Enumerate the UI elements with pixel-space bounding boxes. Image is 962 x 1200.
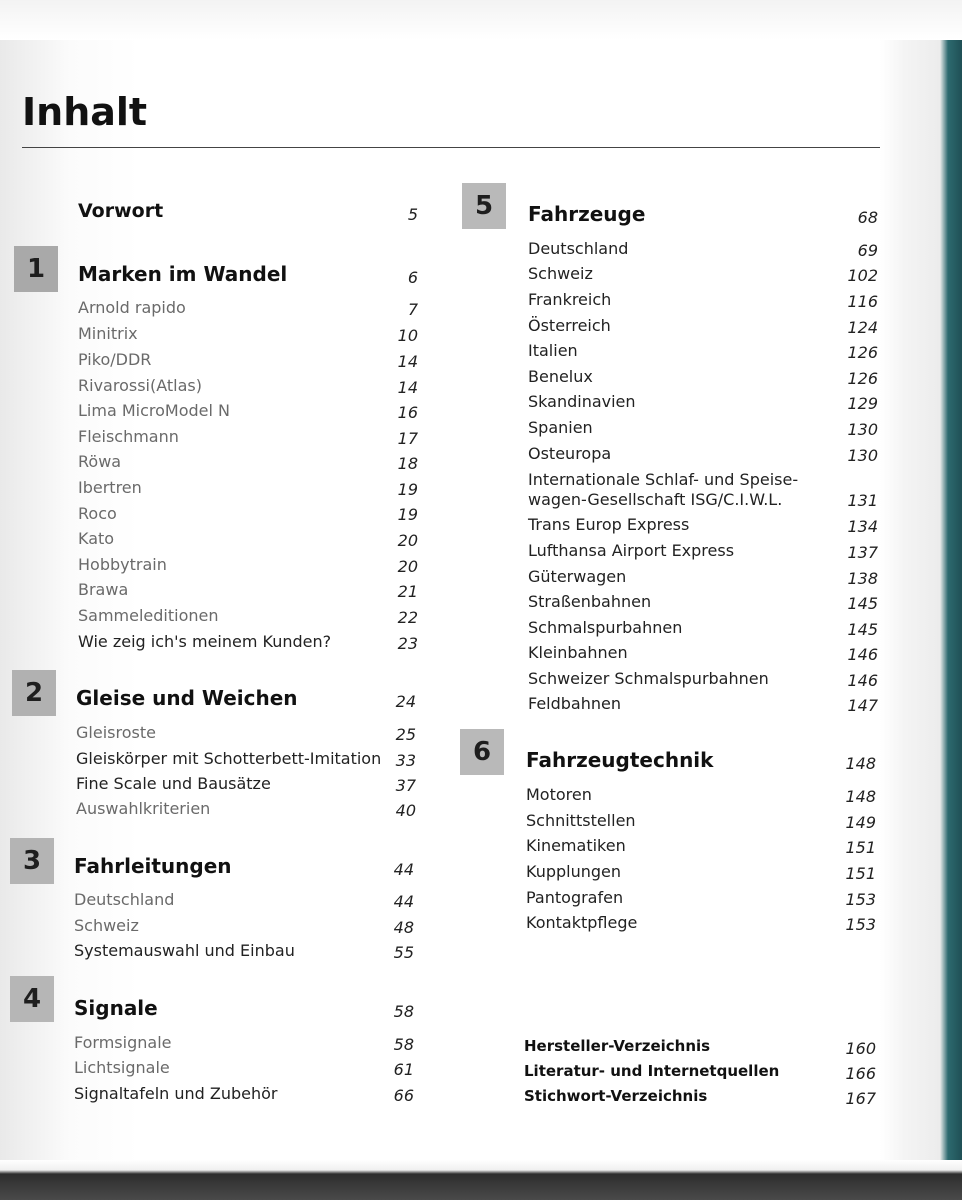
toc-entry[interactable]: Kinematiken [526, 836, 626, 855]
toc-entry[interactable]: Trans Europ Express [528, 515, 690, 534]
toc-entry[interactable]: Schmalspurbahnen [528, 618, 683, 637]
toc-entry-page: 19 [397, 480, 418, 499]
toc-entry-page: 33 [395, 751, 416, 770]
chapter-3-page: 44 [393, 860, 414, 879]
toc-entry-multiline[interactable] [528, 470, 798, 510]
toc-entry[interactable]: Schweiz [528, 264, 593, 283]
toc-entry[interactable]: Sammeleditionen [78, 606, 219, 625]
toc-entry-page: 129 [847, 394, 878, 413]
toc-entry[interactable]: Signaltafeln und Zubehör [74, 1084, 278, 1103]
appendix-entry[interactable]: Literatur- und Internetquellen [524, 1062, 780, 1080]
toc-entry[interactable]: Benelux [528, 367, 593, 386]
chapter-3-title[interactable]: Fahrleitungen [74, 854, 232, 878]
toc-entry-page: 48 [393, 918, 414, 937]
toc-entry-page: 14 [397, 352, 418, 371]
toc-entry-page: 145 [847, 620, 878, 639]
toc-entry[interactable]: Feldbahnen [528, 694, 621, 713]
toc-entry[interactable]: Auswahlkriterien [76, 799, 211, 818]
page-bottom-edge [0, 1160, 962, 1200]
toc-entry[interactable]: Rivarossi(Atlas) [78, 376, 202, 395]
toc-entry-page: 138 [847, 569, 878, 588]
toc-entry-page: 148 [845, 787, 876, 806]
toc-entry[interactable]: Piko/DDR [78, 350, 152, 369]
toc-entry-page: 58 [393, 1035, 414, 1054]
toc-entry-page: 130 [847, 446, 878, 465]
toc-entry[interactable]: Minitrix [78, 324, 138, 343]
toc-entry-page: 14 [397, 378, 418, 397]
vorwort-title[interactable]: Vorwort [78, 200, 164, 222]
toc-entry[interactable]: Gleiskörper mit Schotterbett-Imitation [76, 749, 382, 768]
chapter-4-page: 58 [393, 1002, 414, 1021]
toc-entry[interactable]: Schnittstellen [526, 811, 636, 830]
toc-entry-page: 153 [845, 915, 876, 934]
chapter-1-page: 6 [407, 268, 418, 287]
toc-entry[interactable]: Kato [78, 529, 115, 548]
chapter-3-number: 3 [10, 838, 54, 884]
toc-entry[interactable]: Deutschland [74, 890, 175, 909]
chapter-2-page: 24 [395, 692, 416, 711]
toc-entry-page: 17 [397, 429, 418, 448]
toc-entry[interactable]: Kontaktpflege [526, 913, 638, 932]
toc-entry-page: 145 [847, 594, 878, 613]
toc-entry[interactable]: Österreich [528, 316, 611, 335]
toc-entry-page: 25 [395, 725, 416, 744]
toc-entry-page: 18 [397, 454, 418, 473]
toc-entry[interactable]: Straßenbahnen [528, 592, 652, 611]
chapter-6-title[interactable]: Fahrzeugtechnik [526, 748, 714, 772]
toc-entry-page: 66 [393, 1086, 414, 1105]
toc-entry-page: 61 [393, 1060, 414, 1079]
toc-entry-page: 23 [397, 634, 418, 653]
chapter-2-title[interactable]: Gleise und Weichen [76, 686, 298, 710]
toc-entry[interactable]: Fleischmann [78, 427, 179, 446]
toc-entry-page: 149 [845, 813, 876, 832]
toc-entry[interactable]: Ibertren [78, 478, 142, 497]
toc-entry[interactable]: Systemauswahl und Einbau [74, 941, 295, 960]
toc-entry[interactable]: Brawa [78, 580, 129, 599]
appendix-entry[interactable]: Stichwort-Verzeichnis [524, 1087, 708, 1105]
toc-entry[interactable]: Motoren [526, 785, 592, 804]
toc-entry[interactable]: Lufthansa Airport Express [528, 541, 735, 560]
toc-entry-page: 130 [847, 420, 878, 439]
toc-entry[interactable]: Deutschland [528, 239, 629, 258]
toc-entry-page: 19 [397, 505, 418, 524]
toc-entry-page: 69 [857, 241, 878, 260]
toc-entry[interactable]: Osteuropa [528, 444, 612, 463]
toc-entry-page: 147 [847, 696, 878, 715]
toc-entry-page: 126 [847, 343, 878, 362]
chapter-5-number: 5 [462, 183, 506, 229]
toc-entry[interactable]: Röwa [78, 452, 122, 471]
page-title: Inhalt [22, 90, 148, 134]
toc-entry-page: 40 [395, 801, 416, 820]
toc-entry-page: 131 [847, 491, 878, 510]
toc-entry-page: 22 [397, 608, 418, 627]
toc-entry-page: 151 [845, 838, 876, 857]
toc-entry-page: 16 [397, 403, 418, 422]
toc-entry-page: 146 [847, 645, 878, 664]
toc-entry-page: 37 [395, 776, 416, 795]
title-divider [22, 147, 880, 148]
toc-entry-page: 146 [847, 671, 878, 690]
chapter-5-page: 68 [857, 208, 878, 227]
toc-entry-page: 126 [847, 369, 878, 388]
toc-entry[interactable]: Güterwagen [528, 567, 627, 586]
toc-entry-page: 137 [847, 543, 878, 562]
toc-entry-line-2: wagen-Gesellschaft ISG/C.I.W.L. [528, 490, 783, 509]
toc-entry-page: 20 [397, 531, 418, 550]
toc-entry[interactable]: Italien [528, 341, 578, 360]
vorwort-page: 5 [407, 205, 418, 224]
chapter-6-page: 148 [845, 754, 876, 773]
toc-entry[interactable]: Formsignale [74, 1033, 172, 1052]
toc-entry[interactable]: Gleisroste [76, 723, 156, 742]
toc-entry-page: 21 [397, 582, 418, 601]
toc-entry[interactable]: Kupplungen [526, 862, 622, 881]
toc-entry[interactable]: Lichtsignale [74, 1058, 170, 1077]
toc-entry-page: 134 [847, 517, 878, 536]
toc-entry[interactable]: Lima MicroModel N [78, 401, 230, 420]
appendix-entry[interactable]: Hersteller-Verzeichnis [524, 1037, 711, 1055]
appendix-entry-page: 160 [845, 1039, 876, 1058]
chapter-1-title[interactable]: Marken im Wandel [78, 262, 288, 286]
toc-entry-page: 10 [397, 326, 418, 345]
chapter-4-number: 4 [10, 976, 54, 1022]
toc-entry[interactable]: Wie zeig ich's meinem Kunden? [78, 632, 332, 651]
toc-entry[interactable]: Pantografen [526, 888, 624, 907]
chapter-2-number: 2 [12, 670, 56, 716]
toc-entry[interactable]: Frankreich [528, 290, 612, 309]
chapter-5-title[interactable]: Fahrzeuge [528, 202, 646, 226]
toc-entry[interactable]: Fine Scale und Bausätze [76, 774, 271, 793]
toc-entry[interactable]: Roco [78, 504, 117, 523]
toc-entry-page: 44 [393, 892, 414, 911]
toc-entry[interactable]: Hobbytrain [78, 555, 167, 574]
toc-entry[interactable]: Spanien [528, 418, 593, 437]
toc-entry[interactable]: Arnold rapido [78, 298, 186, 317]
toc-entry[interactable]: Kleinbahnen [528, 643, 628, 662]
page-top-edge [0, 0, 962, 40]
chapter-1-number: 1 [14, 246, 58, 292]
toc-entry-page: 153 [845, 890, 876, 909]
toc-entry-page: 20 [397, 557, 418, 576]
toc-entry[interactable]: Schweiz [74, 916, 139, 935]
appendix-entry-page: 166 [845, 1064, 876, 1083]
chapter-4-title[interactable]: Signale [74, 996, 158, 1020]
toc-entry[interactable]: Schweizer Schmalspurbahnen [528, 669, 769, 688]
chapter-6-number: 6 [460, 729, 504, 775]
toc-entry[interactable]: Skandinavien [528, 392, 636, 411]
toc-entry-page: 102 [847, 266, 878, 285]
appendix-entry-page: 167 [845, 1089, 876, 1108]
toc-entry-line-1: Internationale Schlaf- und Speise- [528, 470, 799, 489]
toc-entry-page: 151 [845, 864, 876, 883]
toc-entry-page: 7 [407, 300, 418, 319]
toc-entry-page: 124 [847, 318, 878, 337]
toc-entry-page: 116 [847, 292, 878, 311]
toc-entry-page: 55 [393, 943, 414, 962]
